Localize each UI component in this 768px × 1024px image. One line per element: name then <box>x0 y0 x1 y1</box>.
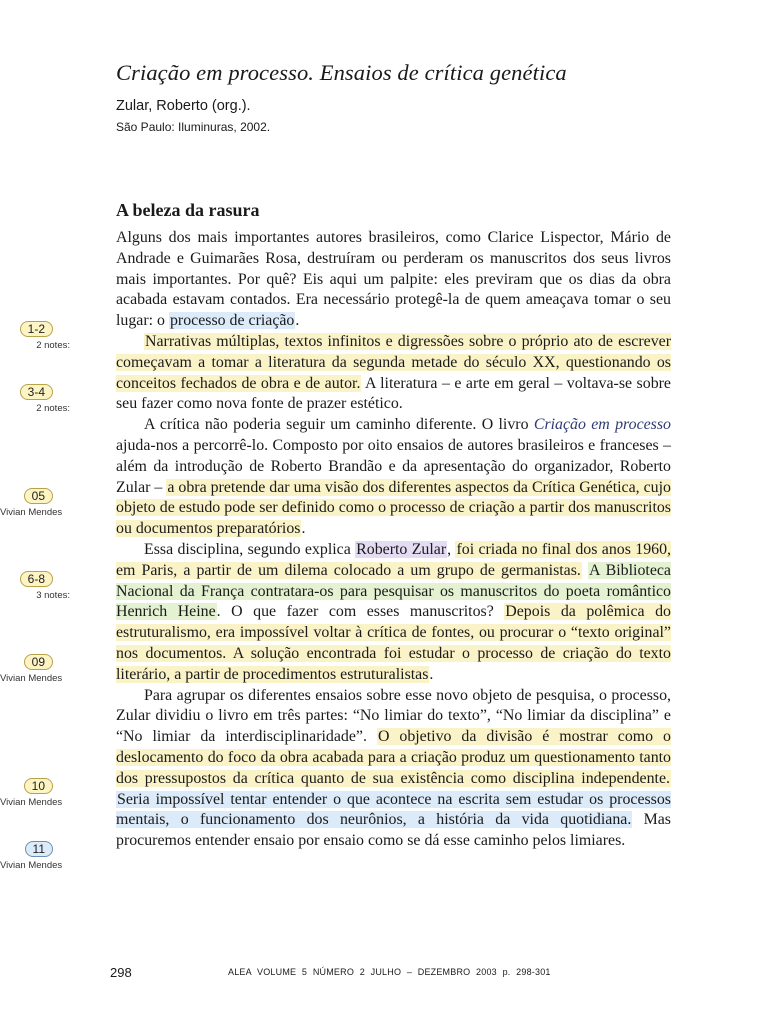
annotation-author: Vivian Mendes <box>0 797 63 808</box>
paragraph-3 <box>116 415 671 540</box>
paragraph-5 <box>116 686 671 852</box>
highlight-1[interactable]: processo de criação <box>169 312 295 330</box>
highlight-6[interactable]: Roberto Zular <box>356 540 447 558</box>
annotation-badge[interactable]: 05 <box>24 488 53 504</box>
paragraph-text: . <box>295 312 300 330</box>
paragraph-2 <box>116 332 671 415</box>
annotation-author: Vivian Mendes <box>0 673 63 684</box>
paragraph-text: . O que fazer com esses manuscritos? <box>216 603 505 621</box>
annotation-badge[interactable]: 10 <box>24 778 53 794</box>
annotation-badge[interactable]: 1-2 <box>20 321 53 337</box>
review-body <box>116 228 671 852</box>
annotation-author: Vivian Mendes <box>0 860 63 871</box>
annotation-count: 3 notes: <box>36 590 70 601</box>
highlight-7[interactable]: foi criada no final dos anos 1960, em Paris, a partir de um dilema colocado a um grupo de germanistas. <box>116 540 672 579</box>
annotation-6-8 <box>0 568 70 601</box>
annotation-badge[interactable]: 6-8 <box>20 571 53 587</box>
paragraph-4 <box>116 540 671 686</box>
annotation-1-2 <box>0 318 70 351</box>
annotation-author: Vivian Mendes <box>0 507 63 518</box>
book-author: Zular, Roberto (org.). <box>116 98 251 114</box>
annotation-count: 2 notes: <box>36 403 70 414</box>
highlight-5[interactable]: a obra pretende dar uma visão dos diferentes aspectos da Crítica Genética, cujo objeto de estudo pode ser definido como o processo de criação a partir dos manuscritos ou documentos preparatórios <box>116 478 671 538</box>
paragraph-text: ajuda-nos a percorrê-lo. Composto por oito ensaios de autores brasileiros e franceses – além da introdução de Roberto Brandão e da apresentação do organizador, Roberto Zular – <box>116 436 671 496</box>
annotation-10 <box>0 775 70 808</box>
paragraph-text: A literatura – e arte em geral – voltava-se sobre seu fazer como nova fonte de prazer estético. <box>116 374 671 413</box>
paragraph-text: Mas procuremos entender ensaio por ensaio como se dá esse caminho pelos limiares. <box>116 811 671 850</box>
journal-info: ALEA VOLUME 5 NÚMERO 2 JULHO – DEZEMBRO 2003 p. 298-301 <box>228 967 551 977</box>
page-number: 298 <box>110 965 132 980</box>
paragraph-text: . <box>301 520 306 538</box>
annotation-badge[interactable]: 11 <box>25 841 53 857</box>
annotation-badge[interactable]: 3-4 <box>20 384 53 400</box>
highlight-10[interactable]: O objetivo da divisão é mostrar como o deslocamento do foco da obra acabada para a criação produz um questionamento tanto dos pressupostos da crítica quanto de sua existência como disciplina independente. <box>116 728 672 787</box>
section-heading: A beleza da rasura <box>116 200 260 220</box>
paragraph-text: A crítica não poderia seguir um caminho diferente. O livro <box>144 416 534 434</box>
annotation-09 <box>0 651 70 684</box>
book-title-inline: Criação em processo <box>533 416 671 434</box>
highlight-8[interactable]: A Biblioteca Nacional da França contratara-os para pesquisar os manuscritos do poeta romântico Henrich Heine <box>116 561 671 621</box>
paragraph-text: Alguns dos mais importantes autores brasileiros, como Clarice Lispector, Mário de Andrade e Guimarães Rosa, destruíram ou perderam os manuscritos dos seus livros mais importantes. Por quê? Eis aqui um palpite: eles previram que os dias da obra acabada estavam contados. Era necessário protegê-la de quem ameaçava tomar o seu lugar: o <box>116 229 671 330</box>
annotation-badge[interactable]: 09 <box>24 654 53 670</box>
highlight-9[interactable]: Depois da polêmica do estruturalismo, era impossível voltar à crítica de fontes, ou procurar o “texto original” nos documentos. A solução encontrada foi estudar o processo de criação do texto literário, a partir de procedimentos estruturalistas <box>116 603 671 683</box>
book-title: Criação em processo. Ensaios de crítica genética <box>116 60 567 85</box>
paragraph-text: , <box>447 540 456 558</box>
highlight-2[interactable]: Narrativas múltiplas, textos infinitos e digressões sobre o próprio ato de escrever começavam a tomar a literatura da segunda metade do século XX, questionando os conceitos fechados de obra e de autor. <box>116 332 671 392</box>
paragraph-text: Essa disciplina, segundo explica <box>144 540 356 558</box>
annotation-05 <box>0 485 70 518</box>
paragraph-text: Para agrupar os diferentes ensaios sobre esse novo objeto de pesquisa, o processo, Zular dividiu o livro em três partes: “No limiar do texto”, “No limiar da disciplina” e “No limiar da interdisciplinaridade”. <box>116 686 671 746</box>
paragraph-text: . <box>429 665 434 683</box>
annotation-3-4 <box>0 381 70 414</box>
book-publisher: São Paulo: Iluminuras, 2002. <box>116 120 271 134</box>
annotation-count: 2 notes: <box>36 340 70 351</box>
annotation-11 <box>0 838 70 871</box>
highlight-11[interactable]: Seria impossível tentar entender o que acontece na escrita sem estudar os processos mentais, o funcionamento dos neurônios, a história da vida quotidiana. <box>116 790 671 829</box>
paragraph-1 <box>116 228 671 332</box>
